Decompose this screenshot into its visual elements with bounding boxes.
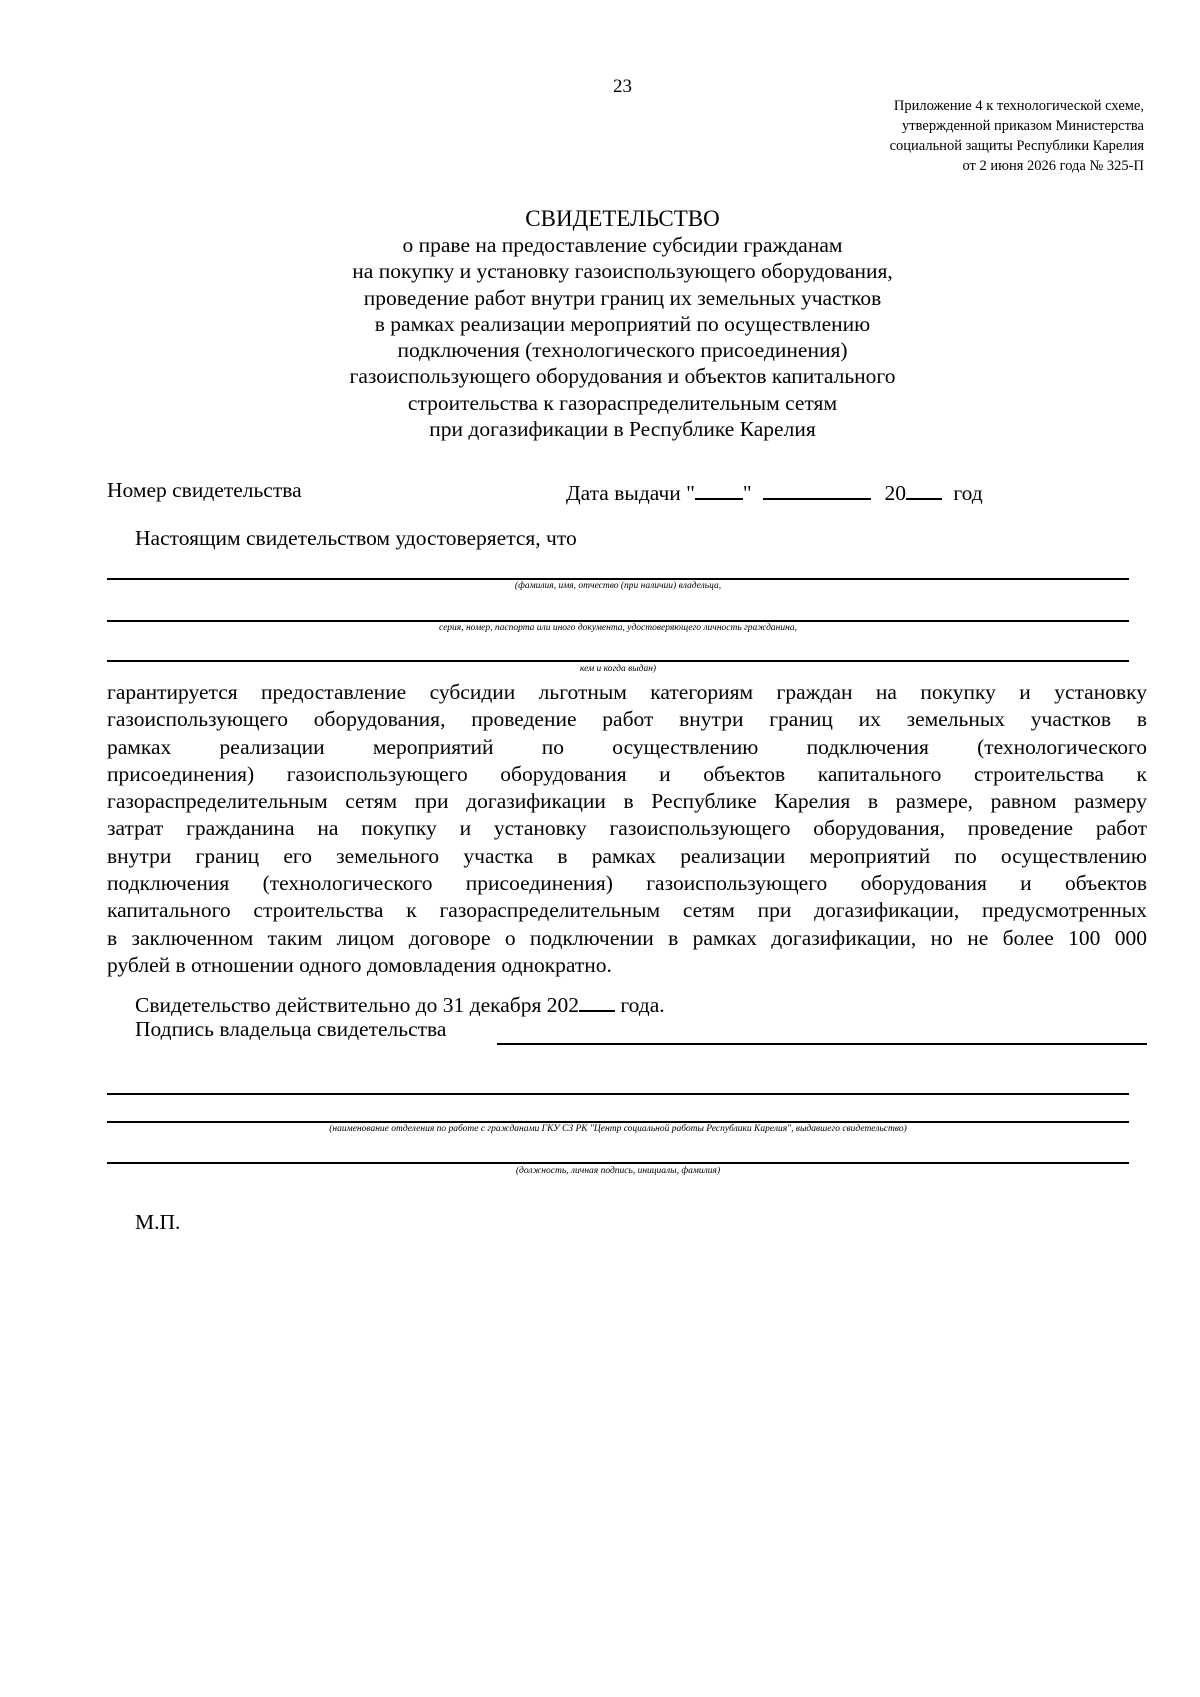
issue-date-label: Дата выдачи " <box>566 481 695 505</box>
subtitle-line: строительства к газораспределительным сетям <box>407 390 838 415</box>
id-document-line[interactable] <box>107 620 1129 622</box>
body-line: подключения (технологического присоединения) газоиспользующего оборудования и объектов <box>107 871 1147 896</box>
owner-signature-line[interactable] <box>497 1043 1147 1045</box>
body-line: в заключенном таким лицом договоре о подключении в рамках догазификации, но не более 100 000 <box>107 925 1147 950</box>
appendix-line: Приложение 4 к технологической схеме, <box>893 98 1144 114</box>
department-caption: (наименование отделения по работе с гражданами ГКУ СЗ РК "Центр социальной работы Республики Карелия", выдавшего свидетельство) <box>329 1124 907 1134</box>
stamp-place-label: М.П. <box>135 1210 181 1234</box>
document-title: СВИДЕТЕЛЬСТВО <box>525 206 720 231</box>
document-subtitle <box>0 232 1200 442</box>
issue-day-blank[interactable] <box>695 478 743 500</box>
appendix-line: социальной защиты Республики Карелия <box>889 138 1144 154</box>
issue-year-suffix: год <box>953 481 983 505</box>
subtitle-line: проведение работ внутри границ их земельных участков <box>363 285 882 310</box>
issue-month-blank[interactable] <box>763 478 871 500</box>
subtitle-line: о праве на предоставление субсидии гражданам <box>402 233 843 257</box>
issued-by-line[interactable] <box>107 660 1129 662</box>
appendix-line: утвержденной приказом Министерства <box>902 118 1144 134</box>
issue-date-quote: " <box>742 481 752 505</box>
id-document-caption: серия, номер, паспорта или иного документа, удостоверяющего личность гражданина, <box>439 623 797 633</box>
validity-prefix: Свидетельство действительно до 31 декабря 202 <box>135 993 579 1017</box>
body-line-last: рублей в отношении одного домовладения однократно. <box>107 952 612 977</box>
validity-year-blank[interactable] <box>579 990 615 1012</box>
validity-suffix: года. <box>620 993 665 1017</box>
page-number: 23 <box>613 76 632 97</box>
owner-signature-label: Подпись владельца свидетельства <box>135 1017 447 1041</box>
body-line: капитального строительства к газораспределительным сетям при догазификации, предусмотренных <box>107 898 1147 923</box>
owner-name-line[interactable] <box>107 578 1129 580</box>
issued-by-caption: кем и когда выдан) <box>579 664 657 674</box>
body-line: затрат гражданина на покупку и установку газоиспользующего оборудования, проведение работ <box>107 816 1147 841</box>
body-line: внутри границ его земельного участка в рамках реализации мероприятий по осуществлению <box>107 843 1147 868</box>
appendix-note <box>890 96 1144 176</box>
title-block <box>0 205 1200 442</box>
subtitle-line: газоиспользующего оборудования и объектов капитального <box>349 364 896 389</box>
department-line-1[interactable] <box>107 1093 1129 1095</box>
certify-text: Настоящим свидетельством удостоверяется, что <box>135 526 577 550</box>
validity-statement <box>135 990 665 1018</box>
body-line: газораспределительным сетям при догазификации в Республике Карелия в размере, равном размеру <box>107 789 1147 814</box>
owner-name-caption: (фамилия, имя, отчество (при наличии) владельца, <box>514 581 722 591</box>
department-line-2[interactable] <box>107 1121 1129 1123</box>
issue-year-prefix: 20 <box>884 481 906 505</box>
subtitle-line: при догазификации в Республике Карелия <box>429 417 816 442</box>
body-line: гарантируется предоставление субсидии льготным категориям граждан на покупку и установку <box>107 680 1147 704</box>
body-line: присоединения) газоиспользующего оборудования и объектов капитального строительства к <box>107 761 1147 786</box>
official-caption: (должность, личная подпись, инициалы, фамилия) <box>515 1166 721 1176</box>
official-signature-line[interactable] <box>107 1162 1129 1164</box>
issue-year-blank[interactable] <box>906 478 942 500</box>
subtitle-line: на покупку и установку газоиспользующего оборудования, <box>352 259 893 284</box>
issue-date <box>566 478 983 506</box>
subtitle-line: подключения (технологического присоединения) <box>397 338 848 363</box>
certificate-body <box>107 679 1147 979</box>
body-line: газоиспользующего оборудования, проведение работ внутри границ их земельных участков в <box>107 707 1147 732</box>
body-line: рамках реализации мероприятий по осуществлению подключения (технологического <box>107 734 1147 759</box>
appendix-line: от 2 июня 2026 года № 325-П <box>962 158 1144 174</box>
subtitle-line: в рамках реализации мероприятий по осуществлению <box>374 311 871 336</box>
certificate-number-label: Номер свидетельства <box>107 478 302 502</box>
